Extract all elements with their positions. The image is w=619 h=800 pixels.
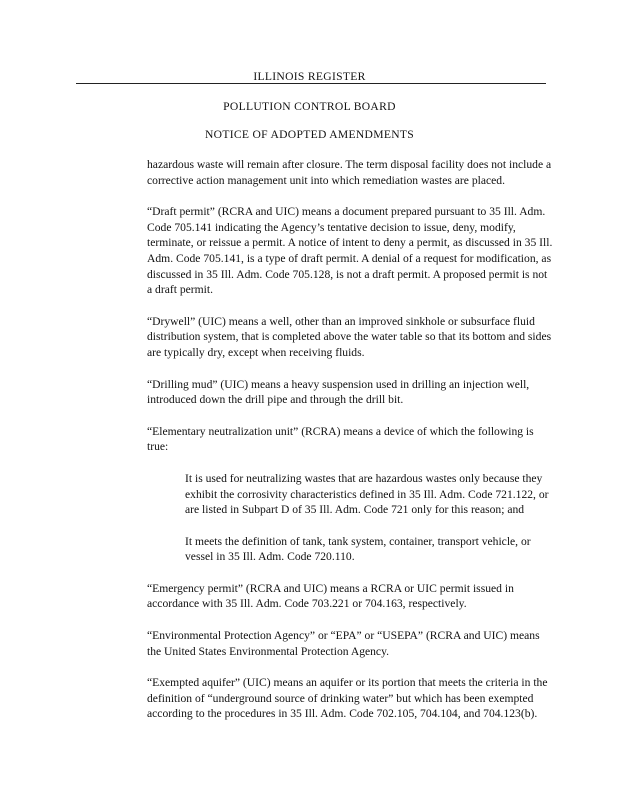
paragraph-drywell: “Drywell” (UIC) means a well, other than an improved sinkhole or subsurface fluid distribution system, that is completed above the water table so that its bottom and sides are typically dry, except when receiving fluids. — [147, 314, 552, 359]
indented-clause-corrosivity: It is used for neutralizing wastes that are hazardous wastes only because they exhibit the corrosivity characteristics defined in 35 Ill. Adm. Code 721.122, or are listed in Subpart D of 35 Ill. Adm. Code 721 only for this reason; and — [185, 471, 549, 517]
paragraph-emergency-permit: “Emergency permit” (RCRA and UIC) means a RCRA or UIC permit issued in accordance with 35 Ill. Adm. Code 703.221 or 704.163, respectively. — [147, 581, 514, 611]
board-title: POLLUTION CONTROL BOARD — [223, 100, 396, 113]
indented-clause-tank: It meets the definition of tank, tank system, container, transport vehicle, or vessel in 35 Ill. Adm. Code 720.110. — [185, 534, 531, 564]
paragraph-disposal-facility: hazardous waste will remain after closure. The term disposal facility does not include a corrective action management unit into which remediation wastes are placed. — [147, 158, 552, 187]
header-rule — [76, 83, 546, 84]
register-title: ILLINOIS REGISTER — [253, 70, 366, 83]
paragraph-elementary-neutralization-unit: “Elementary neutralization unit” (RCRA) means a device of which the following is true: — [147, 424, 534, 454]
notice-title: NOTICE OF ADOPTED AMENDMENTS — [204, 128, 415, 141]
paragraph-epa: “Environmental Protection Agency” or “EPA” or “USEPA” (RCRA and UIC) means the United States Environmental Protection Agency. — [147, 629, 540, 658]
paragraph-exempted-aquifer: “Exempted aquifer” (UIC) means an aquifer or its portion that meets the criteria in the definition of “underground source of drinking water” but which has been exempted according to the procedures in 35 Ill. Adm. Code 702.105, 704.104, and 704.123(b). — [147, 676, 548, 721]
paragraph-draft-permit: “Draft permit” (RCRA and UIC) means a document prepared pursuant to 35 Ill. Adm. Code 705.141 indicating the Agency’s tentative decision to issue, deny, modify, terminate, or reissue a permit. A notice of intent to deny a permit, as discussed in 35 Ill. Adm. Code 705.141, is a type of draft permit. A denial of a request for modification, as discussed in 35 Ill. Adm. Code 705.128, is not a draft permit. A proposed permit is not a draft permit. — [147, 205, 553, 297]
document-body — [147, 157, 553, 738]
paragraph-drilling-mud: “Drilling mud” (UIC) means a heavy suspension used in drilling an injection well, introduced down the drill pipe and through the drill bit. — [147, 377, 530, 407]
